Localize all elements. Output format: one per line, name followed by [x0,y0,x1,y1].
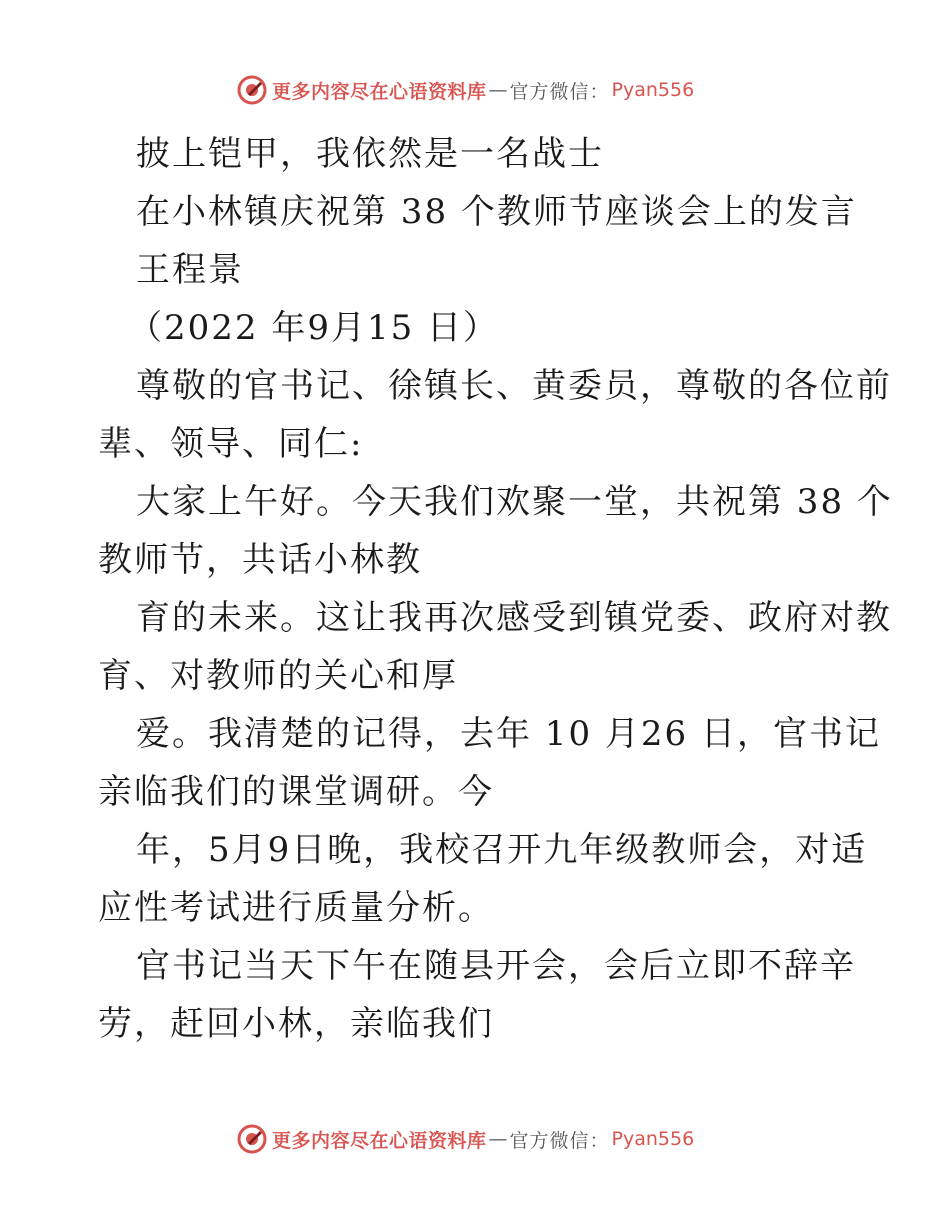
text-line: 育、对教师的关心和厚 [98,656,458,696]
watermark-logo-icon [236,1123,268,1155]
text-line: 应性考试进行质量分析。 [98,888,494,928]
text-line: 大家上午好。今天我们欢聚一堂，共祝第 38 个 [136,482,893,522]
text-line: 官书记当天下午在随县开会，会后立即不辞辛 [136,946,856,986]
text-line: 尊敬的官书记、徐镇长、黄委员，尊敬的各位前 [136,366,892,406]
watermark-logo-icon [236,74,268,106]
document-author: 王程景 [136,250,244,290]
watermark-wechat-label: 官方微信： [509,80,610,103]
watermark-separator: — [488,79,508,101]
text-line: 育的未来。这让我再次感受到镇党委、政府对教 [136,598,892,638]
watermark-wechat-label: 官方微信： [509,1129,610,1152]
text-line: 爱。我清楚的记得，去年 10 月26 日，官书记 [136,714,881,754]
watermark-wechat-id: Pyan556 [611,1128,695,1150]
watermark-separator: — [488,1128,508,1150]
text-line: 辈、领导、同仁: [98,424,364,464]
watermark-main-text: 更多内容尽在心语资料库 [272,1129,487,1152]
footer-watermark [236,1121,694,1157]
header-watermark [236,72,694,108]
document-body [98,125,893,1053]
watermark-wechat-id: Pyan556 [611,79,695,101]
watermark-main-text: 更多内容尽在心语资料库 [272,80,487,103]
text-line: 亲临我们的课堂调研。今 [98,772,494,812]
document-date: （2022 年9月15 日） [128,308,500,348]
text-line: 教师节，共话小林教 [98,540,422,580]
text-line: 年，5月9日晚，我校召开九年级教师会，对适 [136,830,868,870]
document-title: 披上铠甲，我依然是一名战士 [136,134,604,174]
document-subtitle: 在小林镇庆祝第 38 个教师节座谈会上的发言 [136,192,857,232]
text-line: 劳，赶回小林，亲临我们 [98,1004,494,1044]
